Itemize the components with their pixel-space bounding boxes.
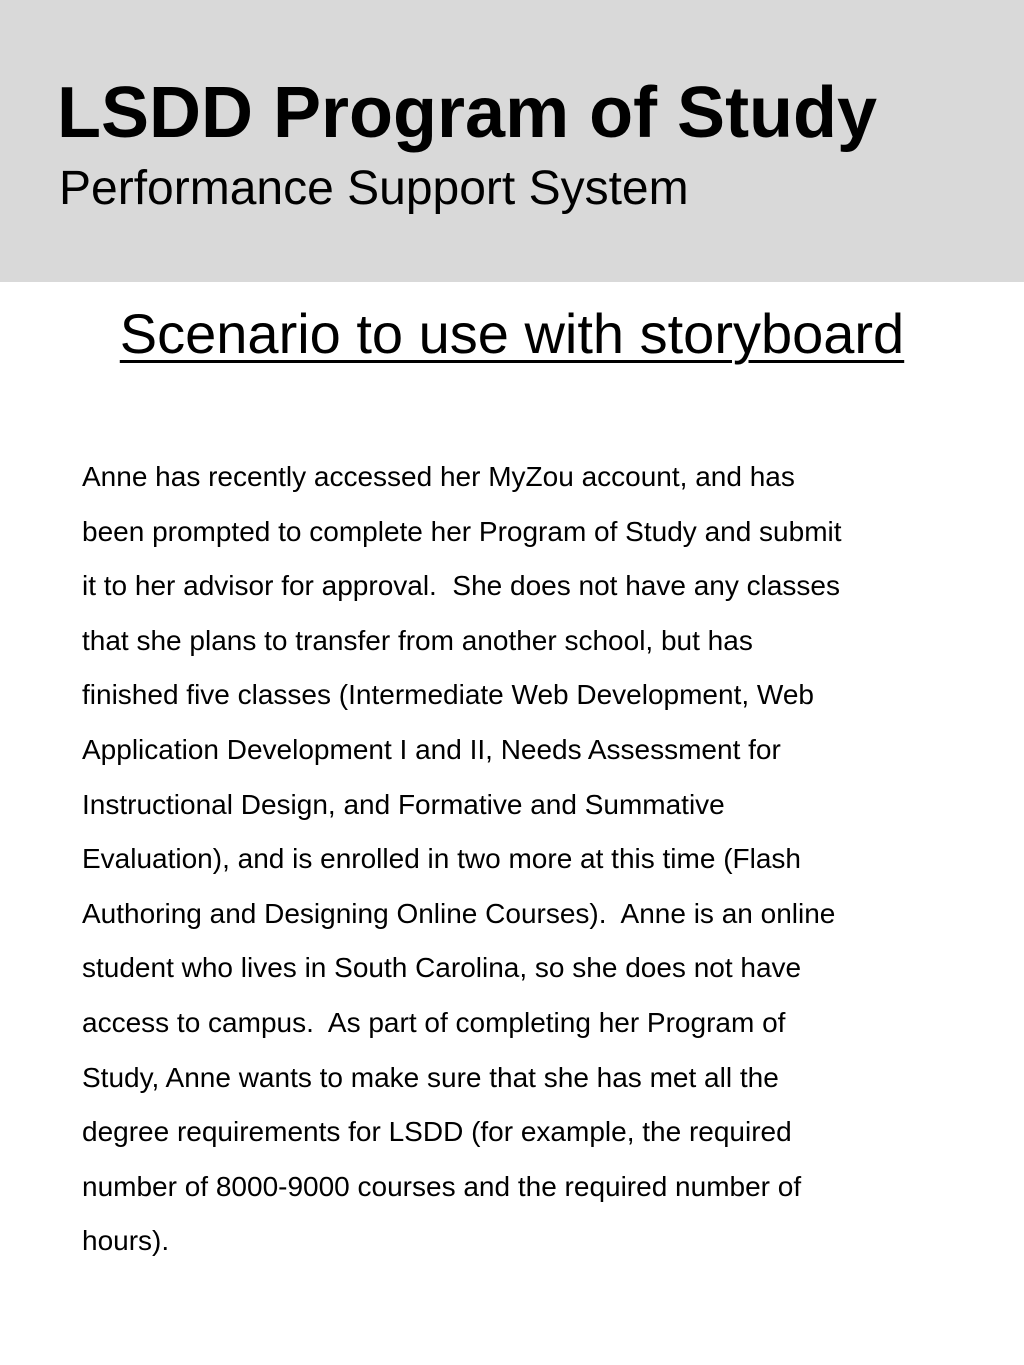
scenario-line: it to her advisor for approval. She does not have any classes	[82, 570, 840, 602]
scenario-line: hours).	[82, 1225, 170, 1257]
scenario-line: Study, Anne wants to make sure that she has met all the	[82, 1061, 779, 1093]
scenario-line: that she plans to transfer from another school, but has	[82, 624, 753, 656]
scenario-line: Evaluation), and is enrolled in two more at this time (Flash	[82, 843, 801, 875]
scenario-line: Authoring and Designing Online Courses). Anne is an online	[82, 897, 836, 929]
scenario-line: access to campus. As part of completing her Program of	[82, 1006, 786, 1038]
scenario-paragraph	[82, 450, 922, 1269]
page-subtitle: Performance Support System	[59, 162, 689, 215]
header-band	[0, 0, 1024, 282]
scenario-line: finished five classes (Intermediate Web Development, Web	[82, 679, 814, 711]
scenario-line: been prompted to complete her Program of Study and submit	[82, 515, 842, 547]
scenario-line: student who lives in South Carolina, so she does not have	[82, 952, 802, 984]
scenario-line: Application Development I and II, Needs Assessment for	[82, 733, 781, 765]
scenario-line: Anne has recently accessed her MyZou account, and has	[82, 461, 795, 492]
page-title: LSDD Program of Study	[57, 73, 878, 153]
scenario-line: degree requirements for LSDD (for example, the required	[82, 1116, 792, 1148]
section-heading: Scenario to use with storyboard	[119, 302, 905, 365]
scenario-line: number of 8000-9000 courses and the required number of	[82, 1170, 802, 1202]
scenario-line: Instructional Design, and Formative and Summative	[82, 788, 725, 820]
